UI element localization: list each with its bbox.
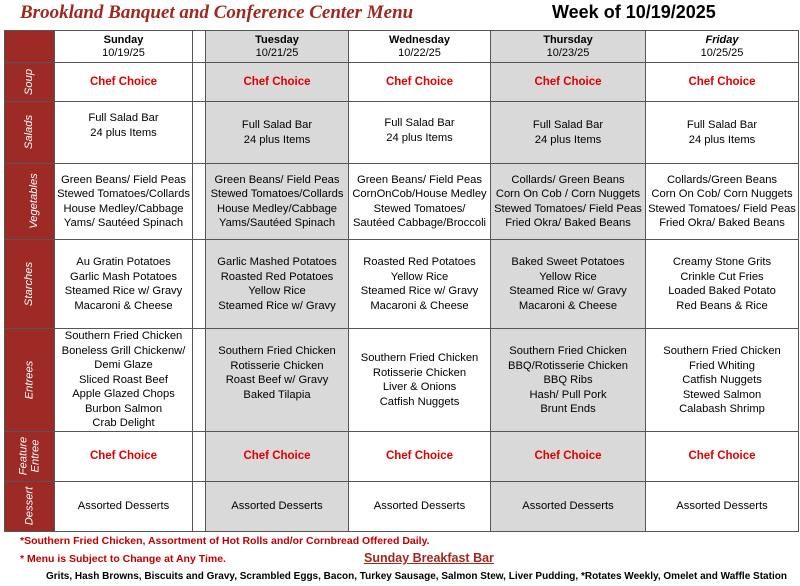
- change-notice: * Menu is Subject to Change at Any Time.: [20, 553, 226, 565]
- menu-item: Southern Fried Chicken: [64, 330, 183, 343]
- menu-cell: [491, 102, 646, 164]
- entrees-row: [5, 329, 799, 432]
- day-header-tuesday: [206, 31, 349, 63]
- day-date: 10/22/25: [398, 46, 441, 59]
- menu-item: Stewed Tomatoes/: [373, 202, 466, 215]
- menu-item: Collards/ Green Beans: [511, 173, 625, 186]
- menu-item: Steamed Rice w/ Gravy: [360, 285, 479, 297]
- menu-item: 24 plus Items: [243, 133, 311, 146]
- menu-item: Green Beans/ Field Peas: [61, 173, 186, 186]
- menu-cell: [349, 164, 491, 240]
- category-dessert: [5, 482, 55, 532]
- menu-item: Catfish Nuggets: [379, 395, 460, 408]
- feature-entree-row: [5, 432, 799, 482]
- menu-cell: [646, 432, 799, 482]
- category-label: Starches: [23, 261, 36, 306]
- menu-item: Assorted Desserts: [77, 500, 170, 513]
- menu-cell: [349, 63, 491, 102]
- category-feature-entree: [5, 432, 55, 482]
- daily-offer-note: *Southern Fried Chicken, Assortment of Hot Rolls and/or Cornbread Offered Daily.: [20, 535, 430, 547]
- menu-item: Stewed Tomatoes/ Field Peas: [648, 202, 796, 215]
- menu-item: Rotisserie Chicken: [230, 359, 324, 372]
- menu-item: Calabash Shrimp: [679, 403, 765, 415]
- day-header-row: [5, 31, 799, 63]
- menu-item: BBQ Ribs: [543, 374, 593, 386]
- menu-item: Yellow Rice: [248, 285, 306, 297]
- menu-item: Corn On Cob / Corn Nuggets: [495, 188, 641, 200]
- category-label-line: Feature: [17, 436, 30, 476]
- day-date: 10/19/25: [102, 46, 145, 59]
- day-name: Friday: [705, 33, 739, 46]
- menu-item: Liver & Onions: [382, 381, 457, 393]
- menu-item: Red Beans & Rice: [676, 299, 768, 312]
- menu-item: Garlic Mashed Potatoes: [217, 256, 337, 268]
- menu-item: Fried Whiting: [689, 359, 755, 372]
- menu-item: Full Salad Bar: [384, 117, 455, 129]
- menu-cell: [646, 63, 799, 102]
- menu-item: Collards/Green Beans: [666, 173, 778, 186]
- menu-item: Fried Okra/ Baked Beans: [505, 217, 631, 229]
- chef-choice-label: Chef Choice: [688, 75, 756, 88]
- salads-row: [5, 102, 799, 164]
- category-label-line: Entree: [29, 439, 42, 473]
- menu-item: Macaroni & Cheese: [518, 299, 618, 312]
- menu-cell: [491, 482, 646, 532]
- menu-item: Southern Fried Chicken: [509, 345, 627, 357]
- chef-choice-label: Chef Choice: [89, 75, 158, 88]
- menu-item: Yellow Rice: [390, 270, 449, 283]
- day-name: Tuesday: [255, 33, 299, 46]
- chef-choice-label: Chef Choice: [688, 450, 756, 463]
- menu-cell: [491, 240, 646, 329]
- menu-cell: [206, 164, 349, 240]
- day-date: 10/21/25: [255, 46, 299, 59]
- chef-choice-label: Chef Choice: [534, 450, 602, 463]
- menu-item: Green Beans/ Field Peas: [214, 173, 340, 186]
- menu-item: Assorted Desserts: [231, 500, 323, 513]
- menu-item: Fried Okra/ Baked Beans: [659, 217, 785, 229]
- menu-cell: [646, 482, 799, 532]
- menu-cell: [206, 329, 349, 432]
- category-salads: [5, 102, 55, 164]
- menu-item: 24 plus Items: [534, 133, 602, 146]
- menu-item: Sautéed Cabbage/Broccoli: [352, 217, 487, 229]
- menu-item: House Medley/Cabbage: [216, 202, 338, 215]
- menu-item: Apple Glazed Chops: [72, 388, 175, 401]
- menu-item: Full Salad Bar: [686, 119, 758, 131]
- menu-cell: [55, 63, 193, 102]
- menu-item: Southern Fried Chicken: [663, 345, 781, 357]
- chef-choice-label: Chef Choice: [385, 450, 454, 463]
- breakfast-bar-title: Sunday Breakfast Bar: [364, 551, 494, 565]
- spacer-cell: [193, 63, 206, 102]
- spacer-cell: [193, 482, 206, 532]
- menu-cell: [349, 432, 491, 482]
- menu-item: Corn On Cob/ Corn Nuggets: [651, 188, 793, 200]
- menu-cell: [646, 102, 799, 164]
- menu-item: Assorted Desserts: [676, 500, 768, 513]
- menu-item: Steamed Rice w/ Gravy: [64, 285, 183, 297]
- menu-item: Crab Delight: [92, 417, 155, 430]
- day-name: Sunday: [103, 33, 144, 46]
- vegetables-row: [5, 164, 799, 240]
- corner-cell: [5, 31, 55, 63]
- day-header-sunday: [55, 31, 193, 63]
- menu-item: House Medley/Cabbage: [63, 202, 184, 215]
- starches-row: [5, 240, 799, 329]
- menu-item: Hash/ Pull Pork: [529, 388, 607, 401]
- menu-item: Sliced Roast Beef: [79, 373, 168, 386]
- category-starches: [5, 240, 55, 329]
- menu-cell: [206, 63, 349, 102]
- category-label: [18, 436, 42, 475]
- menu-item: BBQ/Rotisserie Chicken: [508, 359, 628, 372]
- day-date: 10/25/25: [700, 46, 744, 59]
- menu-item: Macaroni & Cheese: [370, 299, 469, 312]
- menu-item: Roasted Red Potatoes: [220, 270, 334, 283]
- menu-item: Southern Fried Chicken: [360, 352, 479, 364]
- menu-table: [4, 30, 799, 532]
- menu-item: 24 plus Items: [90, 126, 157, 139]
- menu-item: 24 plus Items: [386, 131, 453, 144]
- menu-item: Assorted Desserts: [373, 500, 466, 513]
- menu-item: Catfish Nuggets: [682, 374, 762, 386]
- menu-item: Full Salad Bar: [88, 112, 159, 124]
- menu-cell: [491, 164, 646, 240]
- spacer-cell: [193, 432, 206, 482]
- menu-item: Full Salad Bar: [532, 119, 604, 131]
- category-soup: [5, 63, 55, 102]
- chef-choice-label: Chef Choice: [243, 450, 311, 463]
- spacer-cell: [193, 329, 206, 432]
- menu-cell: [491, 432, 646, 482]
- soup-row: [5, 63, 799, 102]
- menu-item: Brunt Ends: [540, 403, 596, 415]
- category-label: Vegetables: [27, 173, 40, 230]
- spacer-cell: [193, 102, 206, 164]
- chef-choice-label: Chef Choice: [534, 75, 602, 88]
- chef-choice-label: Chef Choice: [89, 450, 158, 463]
- day-date: 10/23/25: [546, 46, 590, 59]
- day-name: Wednesday: [389, 33, 450, 46]
- menu-item: Roasted Red Potatoes: [363, 256, 476, 268]
- menu-item: Baked Tilapia: [243, 388, 311, 401]
- menu-cell: [646, 164, 799, 240]
- chef-choice-label: Chef Choice: [243, 75, 311, 88]
- menu-cell: [491, 63, 646, 102]
- category-label: Entrees: [23, 360, 36, 400]
- menu-item: Boneless Grill Chickenw/: [61, 344, 186, 357]
- menu-cell: [206, 432, 349, 482]
- menu-cell: [206, 482, 349, 532]
- menu-item: Full Salad Bar: [241, 119, 313, 131]
- menu-item: Stewed Salmon: [682, 388, 762, 401]
- menu-item: Crinkle Cut Fries: [680, 270, 764, 283]
- menu-cell: [349, 240, 491, 329]
- menu-item: Garlic Mash Potatoes: [70, 270, 177, 283]
- menu-item: Macaroni & Cheese: [74, 299, 173, 312]
- breakfast-bar-items: Grits, Hash Browns, Biscuits and Gravy, Scrambled Eggs, Bacon, Turkey Sausage, Salmon Stew, Liver Pudding, *Rotates Weekly, Omelet and Waffle Station: [46, 571, 787, 582]
- menu-item: Yams/Sautéed Spinach: [218, 217, 336, 229]
- menu-item: Burbon Salmon: [84, 402, 163, 415]
- menu-cell: [206, 102, 349, 164]
- menu-item: Stewed Tomatoes/ Field Peas: [494, 202, 642, 215]
- menu-cell: [55, 164, 193, 240]
- spacer-cell: [193, 164, 206, 240]
- menu-item: Yellow Rice: [539, 270, 597, 283]
- menu-item: CornOnCob/House Medley: [352, 188, 487, 200]
- menu-cell: [646, 329, 799, 432]
- day-header-friday: [646, 31, 799, 63]
- menu-item: 24 plus Items: [688, 133, 756, 146]
- menu-cell: [55, 240, 193, 329]
- day-header-wednesday: [349, 31, 491, 63]
- chef-choice-label: Chef Choice: [385, 75, 454, 88]
- category-label: Salads: [23, 115, 36, 150]
- menu-item: Green Beans/ Field Peas: [357, 173, 482, 186]
- dessert-row: [5, 482, 799, 532]
- spacer-cell: [193, 31, 206, 63]
- menu-cell: [55, 329, 193, 432]
- menu-item: Stewed Tomatoes/Collards: [57, 188, 190, 200]
- menu-cell: [349, 102, 491, 164]
- menu-cell: [349, 482, 491, 532]
- menu-item: Creamy Stone Grits: [672, 256, 772, 268]
- menu-item: Rotisserie Chicken: [372, 366, 467, 379]
- category-vegetables: [5, 164, 55, 240]
- menu-cell: [491, 329, 646, 432]
- day-name: Thursday: [543, 33, 593, 46]
- menu-item: Demi Glaze: [94, 359, 153, 372]
- menu-item: Au Gratin Potatoes: [76, 256, 171, 268]
- menu-cell: [206, 240, 349, 329]
- spacer-cell: [193, 240, 206, 329]
- menu-item: Loaded Baked Potato: [668, 285, 776, 297]
- category-label: Dessert: [23, 486, 36, 526]
- menu-title: Brookland Banquet and Conference Center Menu: [20, 2, 414, 23]
- menu-cell: [55, 102, 193, 164]
- menu-item: Yams/ Sautéed Spinach: [63, 217, 184, 229]
- category-entrees: [5, 329, 55, 432]
- menu-item: Steamed Rice w/ Gravy: [509, 285, 627, 297]
- category-label: Soup: [23, 68, 36, 95]
- menu-item: Stewed Tomatoes/Collards: [210, 188, 344, 200]
- day-header-thursday: [491, 31, 646, 63]
- menu-item: Roast Beef w/ Gravy: [225, 374, 329, 386]
- menu-item: Assorted Desserts: [522, 500, 614, 513]
- menu-item: Baked Sweet Potatoes: [511, 256, 625, 268]
- week-label: Week of 10/19/2025: [552, 2, 716, 22]
- menu-cell: [55, 432, 193, 482]
- menu-item: Southern Fried Chicken: [218, 345, 336, 357]
- menu-item: Steamed Rice w/ Gravy: [218, 299, 336, 312]
- menu-cell: [349, 329, 491, 432]
- menu-cell: [55, 482, 193, 532]
- menu-cell: [646, 240, 799, 329]
